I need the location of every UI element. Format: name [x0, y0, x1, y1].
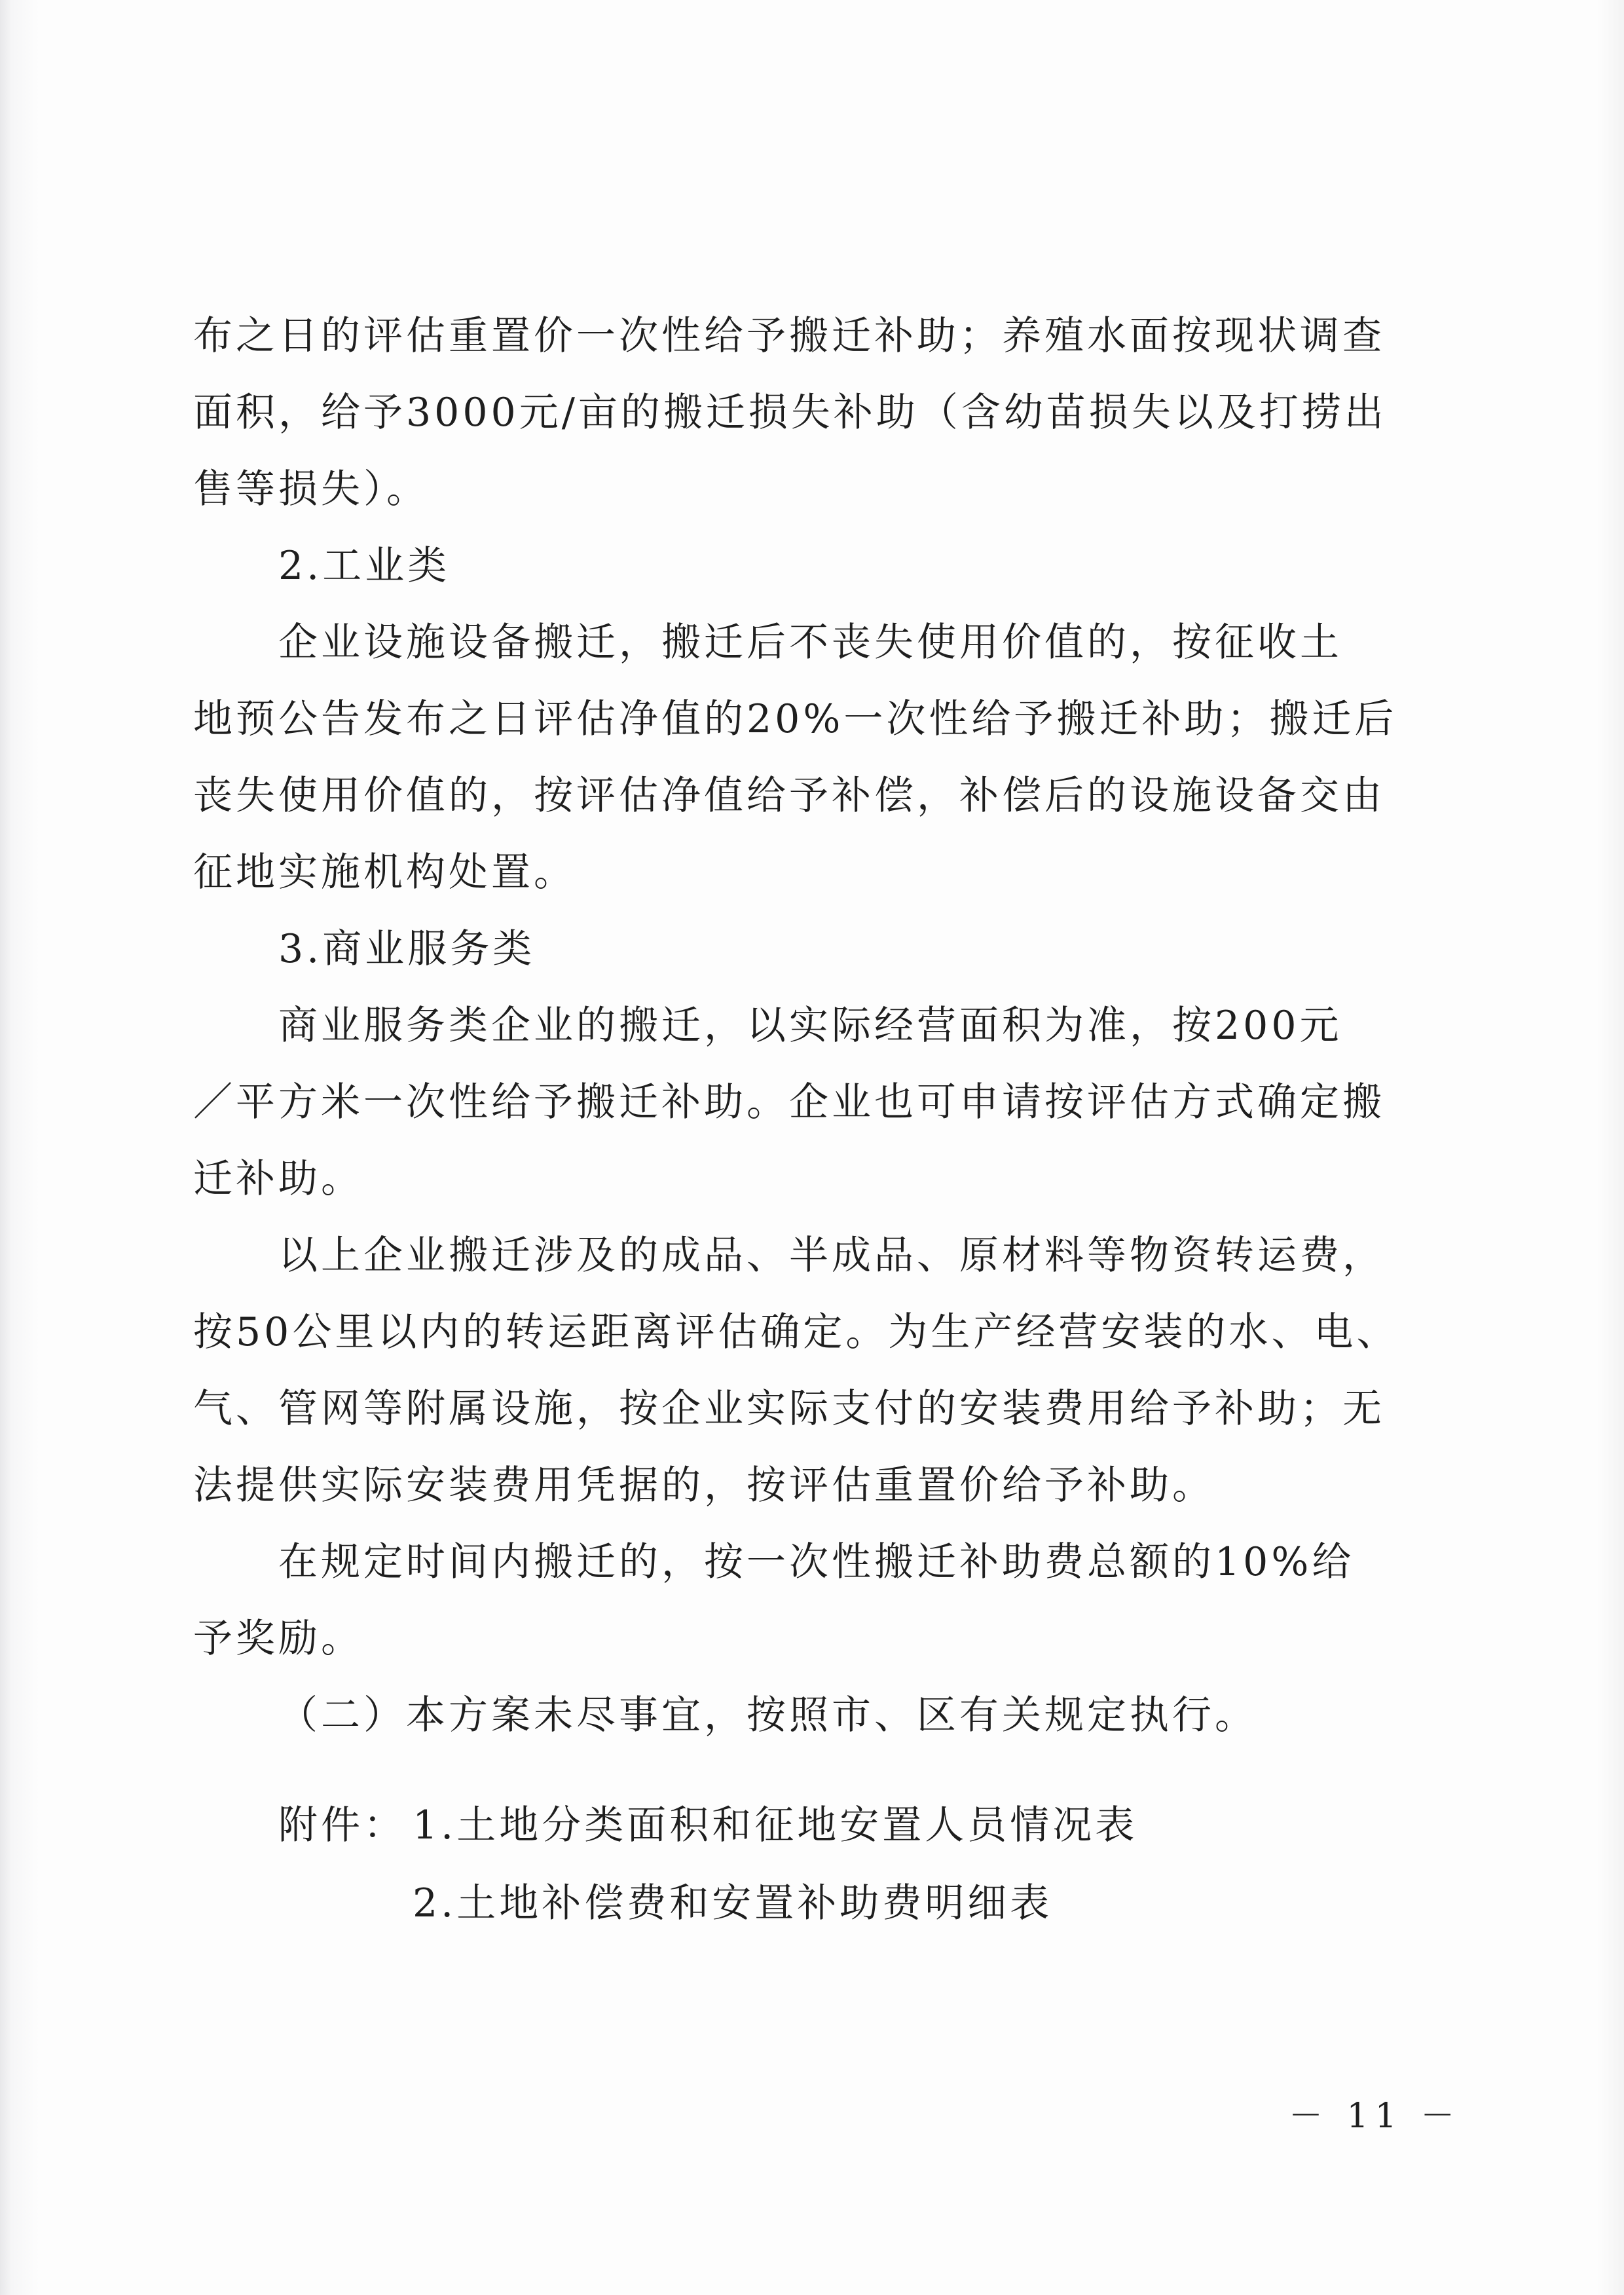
attachment-item: 2.土地补偿费和安置补助费明细表 [413, 1880, 1053, 1926]
attachments-label: 附件： [278, 1802, 406, 1848]
attachments-label-spacer [278, 1865, 413, 1943]
paragraph-line: （二）本方案未尽事宜，按照市、区有关规定执行。 [278, 1692, 1257, 1738]
attachment-row [278, 1865, 1137, 1943]
paragraph-line: 在规定时间内搬迁的，按一次性搬迁补助费总额的10%给 [278, 1539, 1355, 1585]
paragraph-line: 售等损失）。 [193, 466, 429, 512]
paragraph-line: 予奖励。 [193, 1616, 363, 1662]
paragraph-line: 按50公里以内的转运距离评估确定。为生产经营安装的水、电、 [193, 1309, 1399, 1355]
paragraph-line: 丧失使用价值的，按评估净值给予补偿，补偿后的设施设备交由 [193, 773, 1385, 819]
paragraph-line: 迁补助。 [193, 1156, 363, 1202]
paragraph-line: 法提供实际安装费用凭据的，按评估重置价给予补助。 [193, 1463, 1215, 1508]
paragraph-line: 面积，给予3000元/亩的搬迁损失补助（含幼苗损失以及打捞出 [193, 390, 1387, 436]
paragraph-line: ／平方米一次性给予搬迁补助。企业也可申请按评估方式确定搬 [193, 1079, 1385, 1125]
paragraph-line: 商业服务类企业的搬迁，以实际经营面积为准，按200元 [278, 1003, 1342, 1049]
section-heading-commercial: 3.商业服务类 [278, 926, 536, 972]
document-body [193, 298, 1398, 1754]
paragraph-line: 气、管网等附属设施，按企业实际支付的安装费用给予补助；无 [193, 1386, 1385, 1432]
paragraph-line: 地预公告发布之日评估净值的20%一次性给予搬迁补助；搬迁后 [193, 696, 1397, 742]
section-heading-industrial: 2.工业类 [278, 543, 451, 589]
page-number: － 11 － [1289, 2097, 1462, 2136]
paragraph-line: 征地实施机构处置。 [193, 849, 576, 895]
paragraph-line: 企业设施设备搬迁，搬迁后不丧失使用价值的，按征收土 [278, 620, 1342, 665]
attachments-list [278, 1787, 1137, 1943]
attachment-row [278, 1787, 1137, 1865]
attachment-item: 1.土地分类面积和征地安置人员情况表 [413, 1802, 1138, 1848]
paragraph-line: 以上企业搬迁涉及的成品、半成品、原材料等物资转运费， [278, 1233, 1385, 1278]
paragraph-line: 布之日的评估重置价一次性给予搬迁补助；养殖水面按现状调查 [193, 313, 1385, 359]
